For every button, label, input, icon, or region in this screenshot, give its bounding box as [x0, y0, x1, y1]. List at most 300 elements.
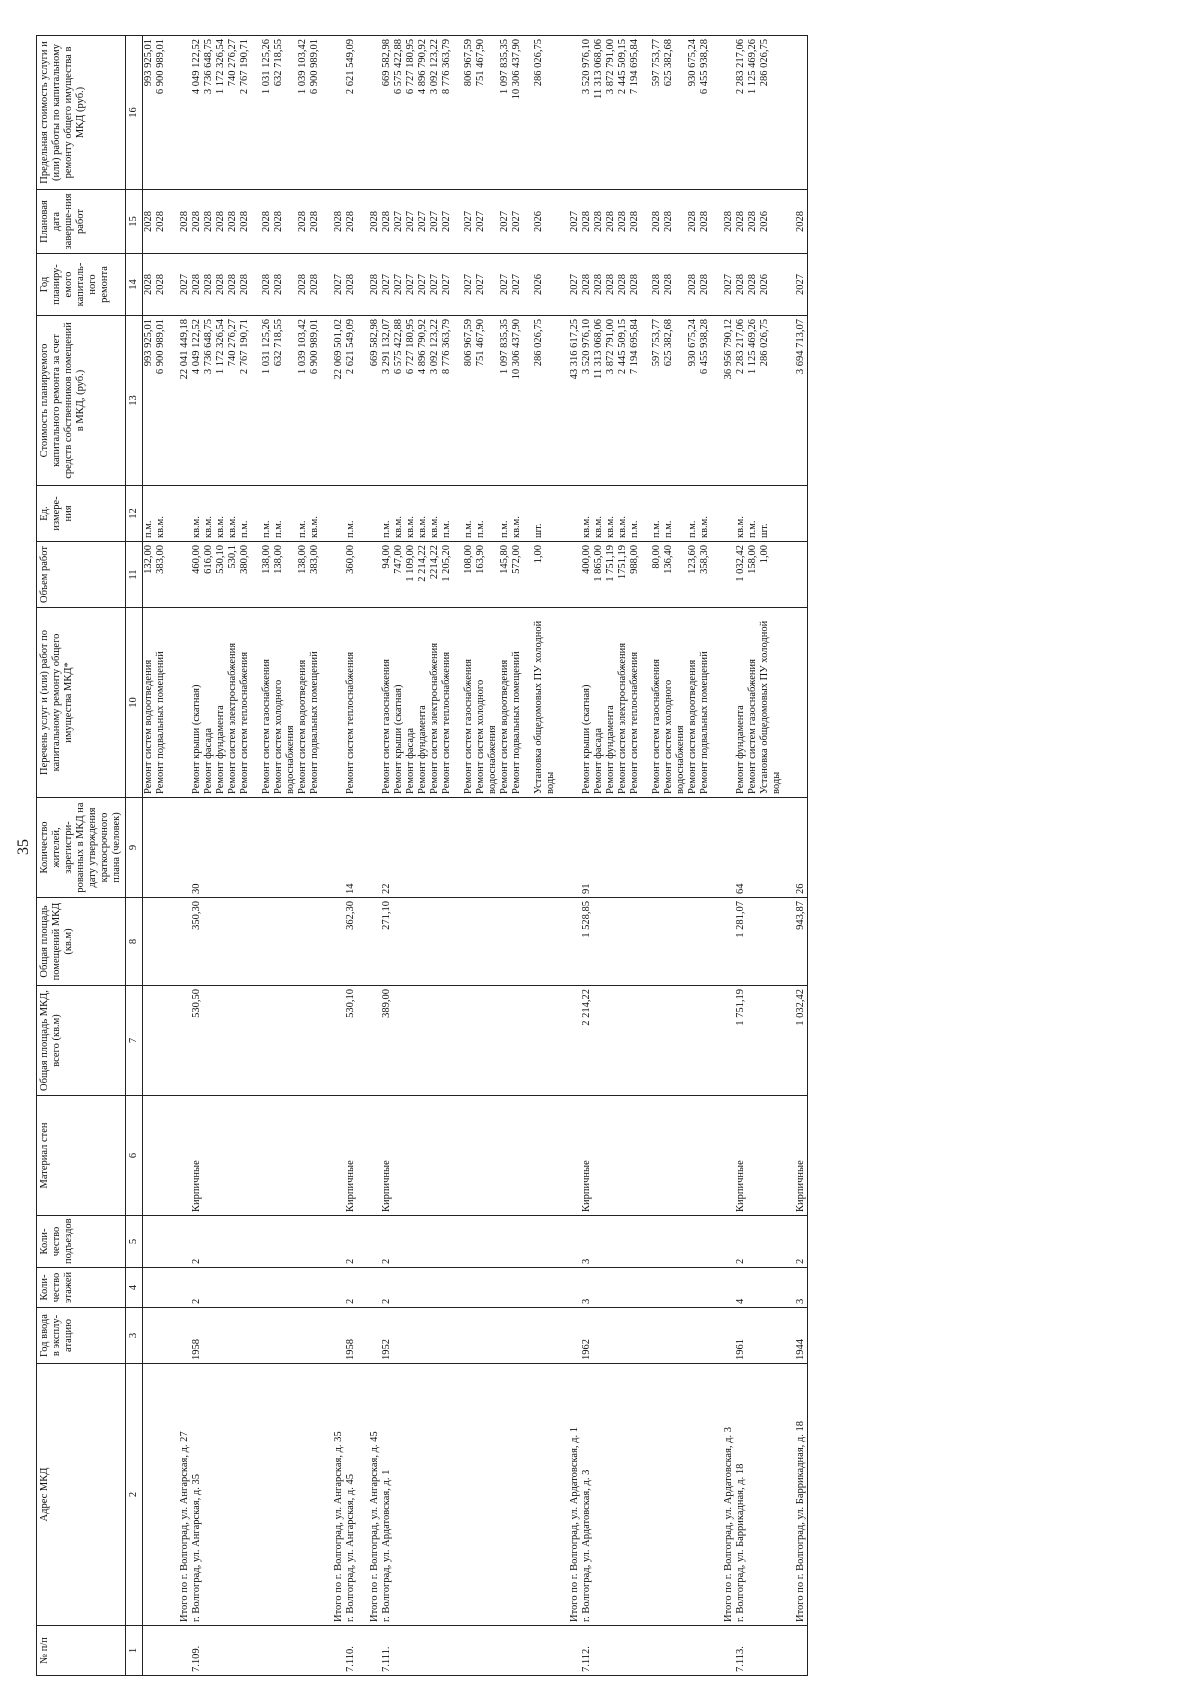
cell-col-1 [429, 1626, 441, 1676]
column-number: 6 [126, 1096, 143, 1216]
cell-col-14: 2027 [417, 254, 429, 316]
table-row [759, 36, 783, 1676]
cell-col-2 [499, 1364, 511, 1626]
cell-col-8 [297, 898, 309, 986]
cell-col-10: Ремонт систем холодного водоснабжения [663, 608, 687, 798]
cell-col-12 [177, 486, 191, 542]
cell-col-16: 6 455 938,28 [699, 36, 711, 190]
column-header: Общая площадь помещений МКД (кв.м) [37, 898, 126, 986]
cell-col-16: 4 049 122,52 [191, 36, 203, 190]
cell-col-4 [393, 1268, 405, 1308]
cell-col-6: Кирпичные [345, 1096, 357, 1216]
cell-col-16 [721, 36, 735, 190]
cell-col-7 [331, 986, 345, 1096]
cell-col-11: 138,00 [273, 542, 297, 608]
cell-col-13: 43 316 617,25 [567, 316, 581, 486]
cell-col-16: 1 097 835,35 [499, 36, 511, 190]
cell-col-8 [357, 898, 367, 986]
table-row [499, 36, 511, 1676]
cell-col-14: 2028 [687, 254, 699, 316]
cell-col-12: кв.м. [309, 486, 321, 542]
cell-col-11 [367, 542, 381, 608]
cell-col-14 [357, 254, 367, 316]
cell-col-10: Ремонт систем газоснабжения [381, 608, 393, 798]
cell-col-5 [309, 1216, 321, 1268]
cell-col-6 [629, 1096, 641, 1216]
cell-col-1 [309, 1626, 321, 1676]
cell-col-1 [239, 1626, 251, 1676]
cell-col-6 [523, 1096, 533, 1216]
cell-col-7 [155, 986, 167, 1096]
cell-col-13 [167, 316, 177, 486]
cell-col-2 [605, 1364, 617, 1626]
spacer-row [321, 36, 331, 1676]
cell-col-16: 740 276,27 [227, 36, 239, 190]
cell-col-9 [605, 798, 617, 898]
total-row [567, 36, 581, 1676]
cell-col-10: Ремонт систем водоотведения [687, 608, 699, 798]
cell-col-2 [441, 1364, 453, 1626]
cell-col-9 [629, 798, 641, 898]
cell-col-14 [783, 254, 793, 316]
cell-col-15: 2027 [511, 190, 523, 254]
column-number: 2 [126, 1364, 143, 1626]
cell-col-10 [331, 608, 345, 798]
cell-col-15: 2028 [155, 190, 167, 254]
cell-col-2 [747, 1364, 759, 1626]
cell-col-3 [309, 1308, 321, 1364]
cell-col-7 [641, 986, 651, 1096]
cell-col-2 [593, 1364, 605, 1626]
cell-col-4 [783, 1268, 793, 1308]
cell-col-5: 2 [793, 1216, 808, 1268]
spacer-row [711, 36, 721, 1676]
cell-col-1 [783, 1626, 793, 1676]
cell-col-16: 993 925,01 [143, 36, 156, 190]
cell-col-16 [177, 36, 191, 190]
cell-col-2: Итого по г. Волгоград, ул. Баррикадная, д. 18 [793, 1364, 808, 1626]
spacer-row [641, 36, 651, 1676]
cell-col-6 [453, 1096, 463, 1216]
cell-col-16: 2 767 190,71 [239, 36, 251, 190]
cell-col-2: г. Волгоград, ул. Ардатовская, д. 3 [581, 1364, 593, 1626]
column-number: 1 [126, 1626, 143, 1676]
cell-col-9 [331, 798, 345, 898]
cell-col-10 [783, 608, 793, 798]
cell-col-16 [167, 36, 177, 190]
cell-col-15: 2028 [367, 190, 381, 254]
column-number: 12 [126, 486, 143, 542]
column-number: 15 [126, 190, 143, 254]
cell-col-11 [357, 542, 367, 608]
cell-col-1 [523, 1626, 533, 1676]
cell-col-3 [463, 1308, 475, 1364]
cell-col-3 [405, 1308, 417, 1364]
cell-col-6 [297, 1096, 309, 1216]
column-number: 10 [126, 608, 143, 798]
cell-col-13: 1 172 326,54 [215, 316, 227, 486]
cell-col-8 [711, 898, 721, 986]
cell-col-10: Ремонт систем электроснабжения [227, 608, 239, 798]
cell-col-7 [143, 986, 156, 1096]
cell-col-8 [523, 898, 533, 986]
cell-col-9: 14 [345, 798, 357, 898]
cell-col-13: 11 313 068,06 [593, 316, 605, 486]
cell-col-10: Ремонт фасада [203, 608, 215, 798]
cell-col-13: 2 283 217,06 [735, 316, 747, 486]
cell-col-6 [203, 1096, 215, 1216]
cell-col-7: 1 751,19 [735, 986, 747, 1096]
table-row [227, 36, 239, 1676]
cell-col-9 [215, 798, 227, 898]
cell-col-8 [783, 898, 793, 986]
cell-col-13 [641, 316, 651, 486]
cell-col-10: Ремонт систем электроснабжения [617, 608, 629, 798]
cell-col-6 [463, 1096, 475, 1216]
cell-col-15: 2027 [429, 190, 441, 254]
table-row [297, 36, 309, 1676]
table-row [143, 36, 156, 1676]
cell-col-15: 2028 [239, 190, 251, 254]
cell-col-13: 6 900 989,01 [309, 316, 321, 486]
cell-col-7 [617, 986, 629, 1096]
cell-col-13: 8 776 363,79 [441, 316, 453, 486]
cell-col-14: 2028 [663, 254, 687, 316]
cell-col-16 [557, 36, 567, 190]
cell-col-14: 2028 [297, 254, 309, 316]
cell-col-13: 6 727 180,95 [405, 316, 417, 486]
cell-col-3 [651, 1308, 663, 1364]
cell-col-7 [321, 986, 331, 1096]
cell-col-14: 2027 [331, 254, 345, 316]
cell-col-6 [273, 1096, 297, 1216]
cell-col-12: кв.м. [617, 486, 629, 542]
cell-col-5: 2 [735, 1216, 747, 1268]
cell-col-13: 751 467,90 [475, 316, 499, 486]
cell-col-3 [475, 1308, 499, 1364]
cell-col-3 [227, 1308, 239, 1364]
cell-col-9 [297, 798, 309, 898]
cell-col-6: Кирпичные [381, 1096, 393, 1216]
cell-col-11: 80,00 [651, 542, 663, 608]
table-header [37, 36, 143, 1676]
cell-col-1 [273, 1626, 297, 1676]
cell-col-14: 2027 [499, 254, 511, 316]
spacer-row [557, 36, 567, 1676]
cell-col-10: Ремонт подвальных помещений [699, 608, 711, 798]
cell-col-1 [251, 1626, 261, 1676]
cell-col-1 [605, 1626, 617, 1676]
cell-col-16 [793, 36, 808, 190]
cell-col-5 [783, 1216, 793, 1268]
cell-col-5 [523, 1216, 533, 1268]
cell-col-12: п.м. [463, 486, 475, 542]
cell-col-12: п.м. [687, 486, 699, 542]
cell-col-1 [475, 1626, 499, 1676]
cell-col-15 [523, 190, 533, 254]
cell-col-16: 7 194 695,84 [629, 36, 641, 190]
cell-col-7: 389,00 [381, 986, 393, 1096]
cell-col-11: 360,00 [345, 542, 357, 608]
column-number: 3 [126, 1308, 143, 1364]
column-header: Количество жителей, зарегистри-рованных в МКД на дату утверждения краткосрочного плана (человек) [37, 798, 126, 898]
cell-col-4 [463, 1268, 475, 1308]
cell-col-6 [759, 1096, 783, 1216]
cell-col-16: 6 575 422,88 [393, 36, 405, 190]
cell-col-1 [699, 1626, 711, 1676]
cell-col-11: 1,00 [759, 542, 783, 608]
table-row [215, 36, 227, 1676]
cell-col-3 [711, 1308, 721, 1364]
cell-col-10: Ремонт систем газоснабжения [651, 608, 663, 798]
cell-col-9 [711, 798, 721, 898]
cell-col-16: 1 172 326,54 [215, 36, 227, 190]
cell-col-4: 2 [191, 1268, 203, 1308]
cell-col-5 [605, 1216, 617, 1268]
cell-col-12 [783, 486, 793, 542]
cell-col-3 [605, 1308, 617, 1364]
cell-col-12: кв.м. [593, 486, 605, 542]
cell-col-16: 1 039 103,42 [297, 36, 309, 190]
cell-col-11 [567, 542, 581, 608]
cell-col-15: 2028 [345, 190, 357, 254]
cell-col-12: кв.м. [699, 486, 711, 542]
cell-col-4 [687, 1268, 699, 1308]
cell-col-8 [617, 898, 629, 986]
cell-col-12: кв.м. [405, 486, 417, 542]
cell-col-4 [309, 1268, 321, 1308]
cell-col-2 [227, 1364, 239, 1626]
cell-col-12 [641, 486, 651, 542]
cell-col-2 [203, 1364, 215, 1626]
cell-col-4 [321, 1268, 331, 1308]
cell-col-13: 286 026,75 [759, 316, 783, 486]
cell-col-3: 1952 [381, 1308, 393, 1364]
cell-col-4 [533, 1268, 557, 1308]
cell-col-2 [215, 1364, 227, 1626]
cell-col-4 [651, 1268, 663, 1308]
cell-col-9 [699, 798, 711, 898]
cell-col-1 [357, 1626, 367, 1676]
cell-col-4 [367, 1268, 381, 1308]
table-row [309, 36, 321, 1676]
column-header: Плановая дата заверше-ния работ [37, 190, 126, 254]
cell-col-2 [711, 1364, 721, 1626]
cell-col-11: 1 109,00 [405, 542, 417, 608]
cell-col-11 [557, 542, 567, 608]
cell-col-10: Ремонт фундамента [417, 608, 429, 798]
cell-col-15: 2028 [593, 190, 605, 254]
cell-col-13 [251, 316, 261, 486]
cell-col-15: 2028 [793, 190, 808, 254]
cell-col-4: 4 [735, 1268, 747, 1308]
cell-col-4 [593, 1268, 605, 1308]
cell-col-10 [711, 608, 721, 798]
cell-col-7 [567, 986, 581, 1096]
cell-col-6 [239, 1096, 251, 1216]
cell-col-1 [533, 1626, 557, 1676]
cell-col-11: 136,40 [663, 542, 687, 608]
cell-col-9 [499, 798, 511, 898]
cell-col-8 [687, 898, 699, 986]
total-row [367, 36, 381, 1676]
cell-col-1 [167, 1626, 177, 1676]
cell-col-8 [499, 898, 511, 986]
cell-col-7 [523, 986, 533, 1096]
cell-col-10: Ремонт систем газоснабжения [747, 608, 759, 798]
cell-col-9 [167, 798, 177, 898]
cell-col-5 [593, 1216, 605, 1268]
table-row [203, 36, 215, 1676]
cell-col-2 [453, 1364, 463, 1626]
cell-col-5 [357, 1216, 367, 1268]
cell-col-4 [557, 1268, 567, 1308]
cell-col-10: Ремонт подвальных помещений [155, 608, 167, 798]
cell-col-12: кв.м. [155, 486, 167, 542]
cell-col-5 [747, 1216, 759, 1268]
cell-col-5: 2 [191, 1216, 203, 1268]
spacer-row [523, 36, 533, 1676]
cell-col-5 [155, 1216, 167, 1268]
cell-col-6 [567, 1096, 581, 1216]
cell-col-10 [177, 608, 191, 798]
cell-col-11: 1,00 [533, 542, 557, 608]
cell-col-1: 7.112. [581, 1626, 593, 1676]
cell-col-7 [699, 986, 711, 1096]
cell-col-5 [721, 1216, 735, 1268]
cell-col-9 [663, 798, 687, 898]
cell-col-1 [651, 1626, 663, 1676]
cell-col-2 [651, 1364, 663, 1626]
cell-col-9 [557, 798, 567, 898]
cell-col-7 [629, 986, 641, 1096]
cell-col-14: 2028 [191, 254, 203, 316]
cell-col-16 [641, 36, 651, 190]
cell-col-15: 2028 [629, 190, 641, 254]
cell-col-5 [331, 1216, 345, 1268]
cell-col-7 [499, 986, 511, 1096]
cell-col-5 [663, 1216, 687, 1268]
cell-col-15 [251, 190, 261, 254]
cell-col-9 [721, 798, 735, 898]
cell-col-1: 7.109. [191, 1626, 203, 1676]
cell-col-11 [641, 542, 651, 608]
cell-col-14: 2028 [203, 254, 215, 316]
page-number: 35 [15, 839, 32, 855]
cell-col-7 [251, 986, 261, 1096]
cell-col-11 [793, 542, 808, 608]
cell-col-12: кв.м. [417, 486, 429, 542]
cell-col-6: Кирпичные [581, 1096, 593, 1216]
cell-col-6 [687, 1096, 699, 1216]
cell-col-14: 2027 [429, 254, 441, 316]
cell-col-7 [711, 986, 721, 1096]
cell-col-12: кв.м. [215, 486, 227, 542]
cell-col-9 [367, 798, 381, 898]
cell-col-14: 2027 [177, 254, 191, 316]
cell-col-14 [321, 254, 331, 316]
cell-col-6 [251, 1096, 261, 1216]
cell-col-3 [759, 1308, 783, 1364]
cell-col-15: 2028 [747, 190, 759, 254]
column-header: № п/п [37, 1626, 126, 1676]
cell-col-15: 2028 [581, 190, 593, 254]
cell-col-8 [641, 898, 651, 986]
cell-col-7 [273, 986, 297, 1096]
cell-col-11: 383,00 [155, 542, 167, 608]
spacer-row [167, 36, 177, 1676]
table-row [617, 36, 629, 1676]
cell-col-7 [177, 986, 191, 1096]
cell-col-13: 1 125 469,26 [747, 316, 759, 486]
cell-col-16 [251, 36, 261, 190]
cell-col-2 [155, 1364, 167, 1626]
cell-col-3 [393, 1308, 405, 1364]
cell-col-16 [711, 36, 721, 190]
cell-col-12: кв.м. [735, 486, 747, 542]
cell-col-14: 2027 [567, 254, 581, 316]
column-number: 14 [126, 254, 143, 316]
cell-col-16: 3 736 648,75 [203, 36, 215, 190]
cell-col-16: 6 900 989,01 [309, 36, 321, 190]
cell-col-2 [393, 1364, 405, 1626]
cell-col-9 [203, 798, 215, 898]
cell-col-8 [215, 898, 227, 986]
table-row [699, 36, 711, 1676]
cell-col-6 [309, 1096, 321, 1216]
cell-col-3 [511, 1308, 523, 1364]
cell-col-11 [167, 542, 177, 608]
cell-col-12 [367, 486, 381, 542]
cell-col-10: Ремонт фундамента [215, 608, 227, 798]
cell-col-1 [641, 1626, 651, 1676]
table-row [687, 36, 699, 1676]
cell-col-7 [533, 986, 557, 1096]
cell-col-2 [463, 1364, 475, 1626]
cell-col-5 [567, 1216, 581, 1268]
cell-col-2 [251, 1364, 261, 1626]
cell-col-16: 11 313 068,06 [593, 36, 605, 190]
cell-col-10: Ремонт подвальных помещений [309, 608, 321, 798]
cell-col-9 [641, 798, 651, 898]
cell-col-4: 3 [581, 1268, 593, 1308]
cell-col-7 [747, 986, 759, 1096]
cell-col-14: 2027 [463, 254, 475, 316]
cell-col-14: 2028 [155, 254, 167, 316]
cell-col-15: 2028 [699, 190, 711, 254]
cell-col-8 [203, 898, 215, 986]
cell-col-14 [251, 254, 261, 316]
cell-col-15 [167, 190, 177, 254]
cell-col-14: 2027 [721, 254, 735, 316]
cell-col-13 [321, 316, 331, 486]
cell-col-8 [699, 898, 711, 986]
cell-col-6 [441, 1096, 453, 1216]
cell-col-4 [663, 1268, 687, 1308]
cell-col-4 [273, 1268, 297, 1308]
cell-col-14: 2026 [533, 254, 557, 316]
cell-col-6 [429, 1096, 441, 1216]
cell-col-2 [629, 1364, 641, 1626]
cell-col-13: 2 767 190,71 [239, 316, 251, 486]
cell-col-4 [215, 1268, 227, 1308]
cell-col-9 [687, 798, 699, 898]
cell-col-5 [367, 1216, 381, 1268]
cell-col-16 [357, 36, 367, 190]
cell-col-11: 383,00 [309, 542, 321, 608]
cell-col-3: 1962 [581, 1308, 593, 1364]
cell-col-13: 3 520 976,10 [581, 316, 593, 486]
